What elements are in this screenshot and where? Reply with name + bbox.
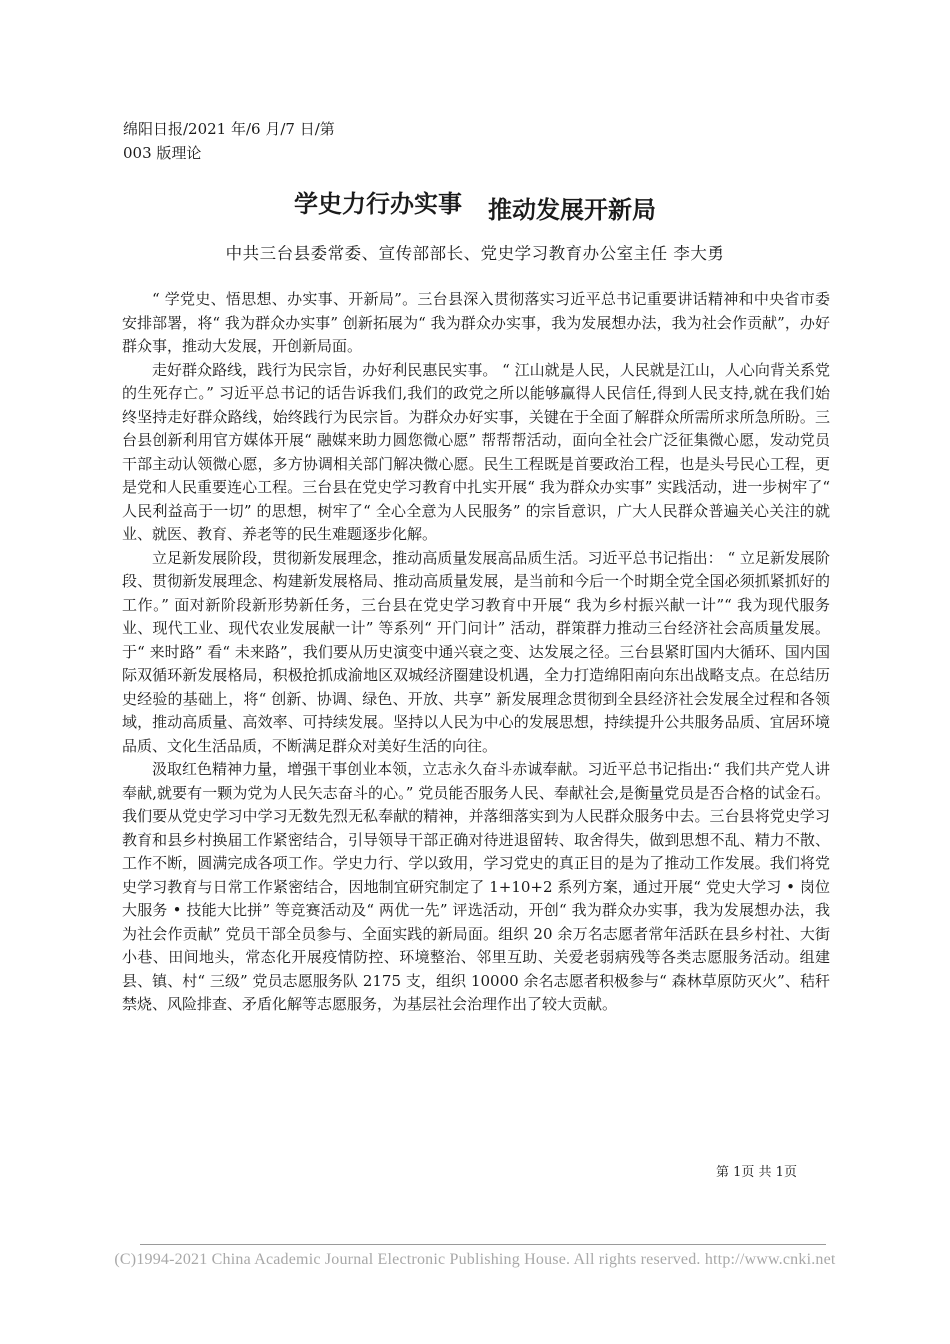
- paragraph: 立足新发展阶段，贯彻新发展理念，推动高质量发展高品质生活。习近平总书记指出： “ 立足新发展阶段、贯彻新发展理念、构建新发展格局、推动高质量发展，是当前和今后一个时期全党全国必须抓紧抓好的工作。” 面对新阶段新形势新任务，三台县在党史学习教育中开展“ 我为乡村振兴献一计”“ 我为现代服务业、现代工业、现代农业发展献一计” 等系列“ 开门问计” 活动，群策群力推动三台经济社会高质量发展。于“ 来时路” 看“ 未来路”，我们要从历史演变中通兴衰之变、达发展之径。三台县紧盯国内大循环、国内国际双循环新发展格局，积极抢抓成渝地区双城经济圈建设机遇，全力打造绵阳南向东出战略支点。在总结历史经验的基础上，将“ 创新、协调、绿色、开放、共享” 新发展理念贯彻到全县经济社会发展全过程和各领域，推动高质量、高效率、可持续发展。坚持以人民为中心的发展思想，持续提升公共服务品质、宜居环境品质、文化生活品质，不断满足群众对美好生活的向往。: [122, 548, 830, 755]
- paragraph: 走好群众路线，践行为民宗旨，办好利民惠民实事。 “ 江山就是人民，人民就是江山，人心向背关系党的生死存亡。” 习近平总书记的话告诉我们,我们的政党之所以能够赢得人民信任,得到人民支持,就在我们始终坚持走好群众路线，始终践行为民宗旨。为群众办好实事，关键在于全面了解群众所需所求所急所盼。三台县创新利用官方媒体开展“ 融媒来助力圆您微心愿” 帮帮帮活动，面向全社会广泛征集微心愿，发动党员干部主动认领微心愿，多方协调相关部门解决微心愿。民生工程既是首要政治工程，也是头号民心工程，更是党和人民重要连心工程。三台县在党史学习教育中扎实开展“ 我为群众办实事” 实践活动，进一步树牢了“ 人民利益高于一切” 的思想，树牢了“ 全心全意为人民服务” 的宗旨意识，广大人民群众普遍关心关注的就业、就医、教育、养老等的民生难题逐步化解。: [122, 360, 830, 543]
- article-title: [0, 184, 950, 224]
- footer-divider: [140, 1244, 826, 1245]
- source-citation: 绵阳日报/2021 年/6 月/7 日/第 003 版理论: [123, 120, 335, 162]
- title-part-2: 推动发展开新局: [488, 196, 656, 224]
- copyright-footer: (C)1994-2021 China Academic Journal Electronic Publishing House. All rights reserved. http://www.cnki.net: [114, 1251, 836, 1268]
- author-byline: 中共三台县委常委、宣传部部长、党史学习教育办公室主任 李大勇: [225, 244, 725, 263]
- paragraph: “ 学党史、悟思想、办实事、开新局”。三台县深入贯彻落实习近平总书记重要讲话精神和中央省市委安排部署，将“ 我为群众办实事” 创新拓展为“ 我为群众办实事，我为发展想办法，我为社会作贡献”，办好群众事，推动大发展，开创新局面。: [122, 290, 830, 355]
- page-number: 第 1页 共 1页: [716, 1165, 797, 1180]
- article-body: [122, 288, 830, 1017]
- title-part-1: 学史力行办实事: [294, 190, 462, 218]
- paragraph: 汲取红色精神力量，增强干事创业本领，立志永久奋斗赤诚奉献。习近平总书记指出:“ 我们共产党人讲奉献,就要有一颗为党为人民矢志奋斗的心。” 党员能否服务人民、奉献社会,是衡量党员是否合格的试金石。我们要从党史学习中学习无数先烈无私奉献的精神，并落细落实到为人民群众服务中去。三台县将党史学习教育和县乡村换届工作紧密结合，引导领导干部正确对待进退留转、取舍得失，做到思想不乱、精力不散、工作不断，圆满完成各项工作。学史力行、学以致用，学习党史的真正目的是为了推动工作发展。我们将党史学习教育与日常工作紧密结合，因地制宜研究制定了 1+10+2 系列方案，通过开展“ 党史大学习 • 岗位大服务 • 技能大比拼” 等竞赛活动及“ 两优一先” 评选活动，开创“ 我为群众办实事，我为发展想办法，我为社会作贡献” 党员干部全员参与、全面实践的新局面。组织 20 余万名志愿者常年活跃在县乡村社、大街小巷、田间地头，常态化开展疫情防控、环境整治、邻里互助、关爱老弱病残等各类志愿服务活动。组建县、镇、村“ 三级” 党员志愿服务队 2175 支，组织 10000 余名志愿者积极参与“ 森林草原防灭火”、秸秆禁烧、风险排查、矛盾化解等志愿服务，为基层社会治理作出了较大贡献。: [122, 760, 830, 1013]
